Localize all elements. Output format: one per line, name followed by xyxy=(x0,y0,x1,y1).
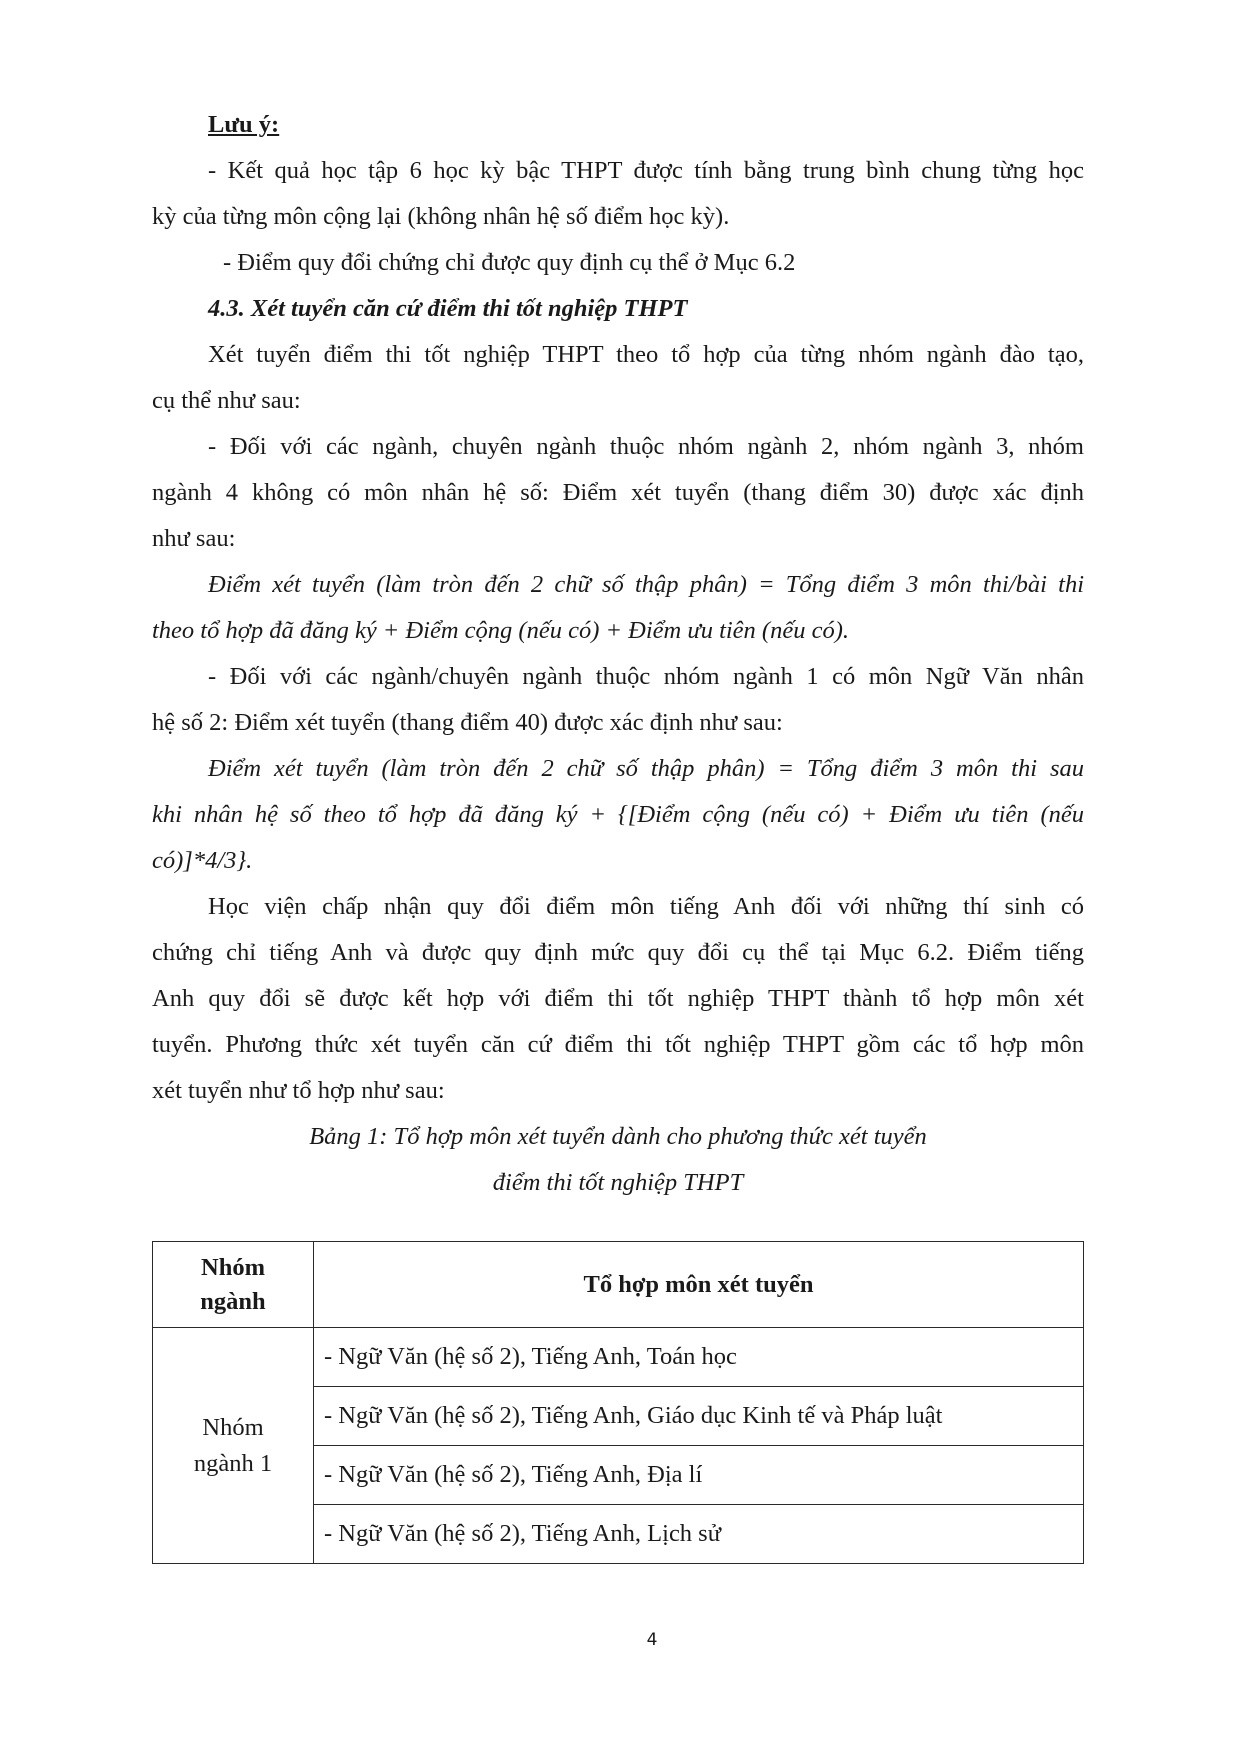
header-group-line-2: ngành xyxy=(200,1287,266,1315)
combination-cell: - Ngữ Văn (hệ số 2), Tiếng Anh, Địa lí xyxy=(314,1446,1084,1505)
case1-line-3: như sau: xyxy=(152,525,236,552)
case2-line-1: - Đối với các ngành/chuyên ngành thuộc nhóm ngành 1 có môn Ngữ Văn nhân xyxy=(208,663,1084,690)
formula2-line-1: Điểm xét tuyển (làm tròn đến 2 chữ số thập phân) = Tổng điểm 3 môn thi sau xyxy=(208,755,1084,782)
page-number: 4 xyxy=(646,1630,658,1650)
note-item-2: - Điểm quy đổi chứng chỉ được quy định cụ thể ở Mục 6.2 xyxy=(223,249,796,276)
header-group-line-1: Nhóm xyxy=(201,1253,265,1281)
combination-cell: - Ngữ Văn (hệ số 2), Tiếng Anh, Lịch sử xyxy=(314,1505,1084,1564)
table-caption-line-1: Bảng 1: Tổ hợp môn xét tuyển dành cho phương thức xét tuyển xyxy=(309,1123,927,1150)
table-caption-line-2: điểm thi tốt nghiệp THPT xyxy=(492,1169,744,1196)
group-cell xyxy=(153,1328,314,1564)
header-group xyxy=(153,1242,314,1328)
case1-line-1: - Đối với các ngành, chuyên ngành thuộc nhóm ngành 2, nhóm ngành 3, nhóm xyxy=(208,433,1084,460)
group-label-line-1: Nhóm xyxy=(202,1413,264,1441)
formula1-line-1: Điểm xét tuyển (làm tròn đến 2 chữ số thập phân) = Tổng điểm 3 môn thi/bài thi xyxy=(208,571,1084,598)
para-line-5: xét tuyển như tổ hợp như sau: xyxy=(152,1077,445,1104)
para-line-4: tuyển. Phương thức xét tuyển căn cứ điểm thi tốt nghiệp THPT gồm các tổ hợp môn xyxy=(152,1031,1084,1058)
group-label-line-2: ngành 1 xyxy=(193,1449,273,1477)
note-item-1-line-1: - Kết quả học tập 6 học kỳ bậc THPT được tính bằng trung bình chung từng học xyxy=(208,157,1084,184)
para-line-2: chứng chỉ tiếng Anh và được quy định mức quy đổi cụ thể tại Mục 6.2. Điểm tiếng xyxy=(152,939,1084,966)
table-header-row xyxy=(153,1242,1084,1328)
case1-line-2: ngành 4 không có môn nhân hệ số: Điểm xét tuyển (thang điểm 30) được xác định xyxy=(152,479,1084,506)
formula1-line-2: theo tổ hợp đã đăng ký + Điểm cộng (nếu có) + Điểm ưu tiên (nếu có). xyxy=(152,617,849,644)
intro-line-1: Xét tuyển điểm thi tốt nghiệp THPT theo tổ hợp của từng nhóm ngành đào tạo, xyxy=(208,341,1084,368)
intro-line-2: cụ thể như sau: xyxy=(152,387,301,414)
combination-cell: - Ngữ Văn (hệ số 2), Tiếng Anh, Toán học xyxy=(314,1328,1084,1387)
para-line-3: Anh quy đổi sẽ được kết hợp với điểm thi tốt nghiệp THPT thành tổ hợp môn xét xyxy=(152,985,1084,1012)
note-title: Lưu ý: xyxy=(208,111,280,138)
admission-combination-table xyxy=(152,1241,1084,1564)
combination-cell: - Ngữ Văn (hệ số 2), Tiếng Anh, Giáo dục Kinh tế và Pháp luật xyxy=(314,1387,1084,1446)
table-row xyxy=(153,1328,1084,1387)
formula2-line-3: có)]*4/3}. xyxy=(152,847,253,874)
header-combination: Tổ hợp môn xét tuyển xyxy=(314,1242,1084,1328)
note-item-1-line-2: kỳ của từng môn cộng lại (không nhân hệ số điểm học kỳ). xyxy=(152,203,730,230)
case2-line-2: hệ số 2: Điểm xét tuyển (thang điểm 40) được xác định như sau: xyxy=(152,709,783,736)
section-heading: 4.3. Xét tuyển căn cứ điểm thi tốt nghiệp THPT xyxy=(208,295,688,322)
formula2-line-2: khi nhân hệ số theo tổ hợp đã đăng ký + {[Điểm cộng (nếu có) + Điểm ưu tiên (nếu xyxy=(152,801,1084,828)
para-line-1: Học viện chấp nhận quy đổi điểm môn tiếng Anh đối với những thí sinh có xyxy=(208,893,1084,920)
